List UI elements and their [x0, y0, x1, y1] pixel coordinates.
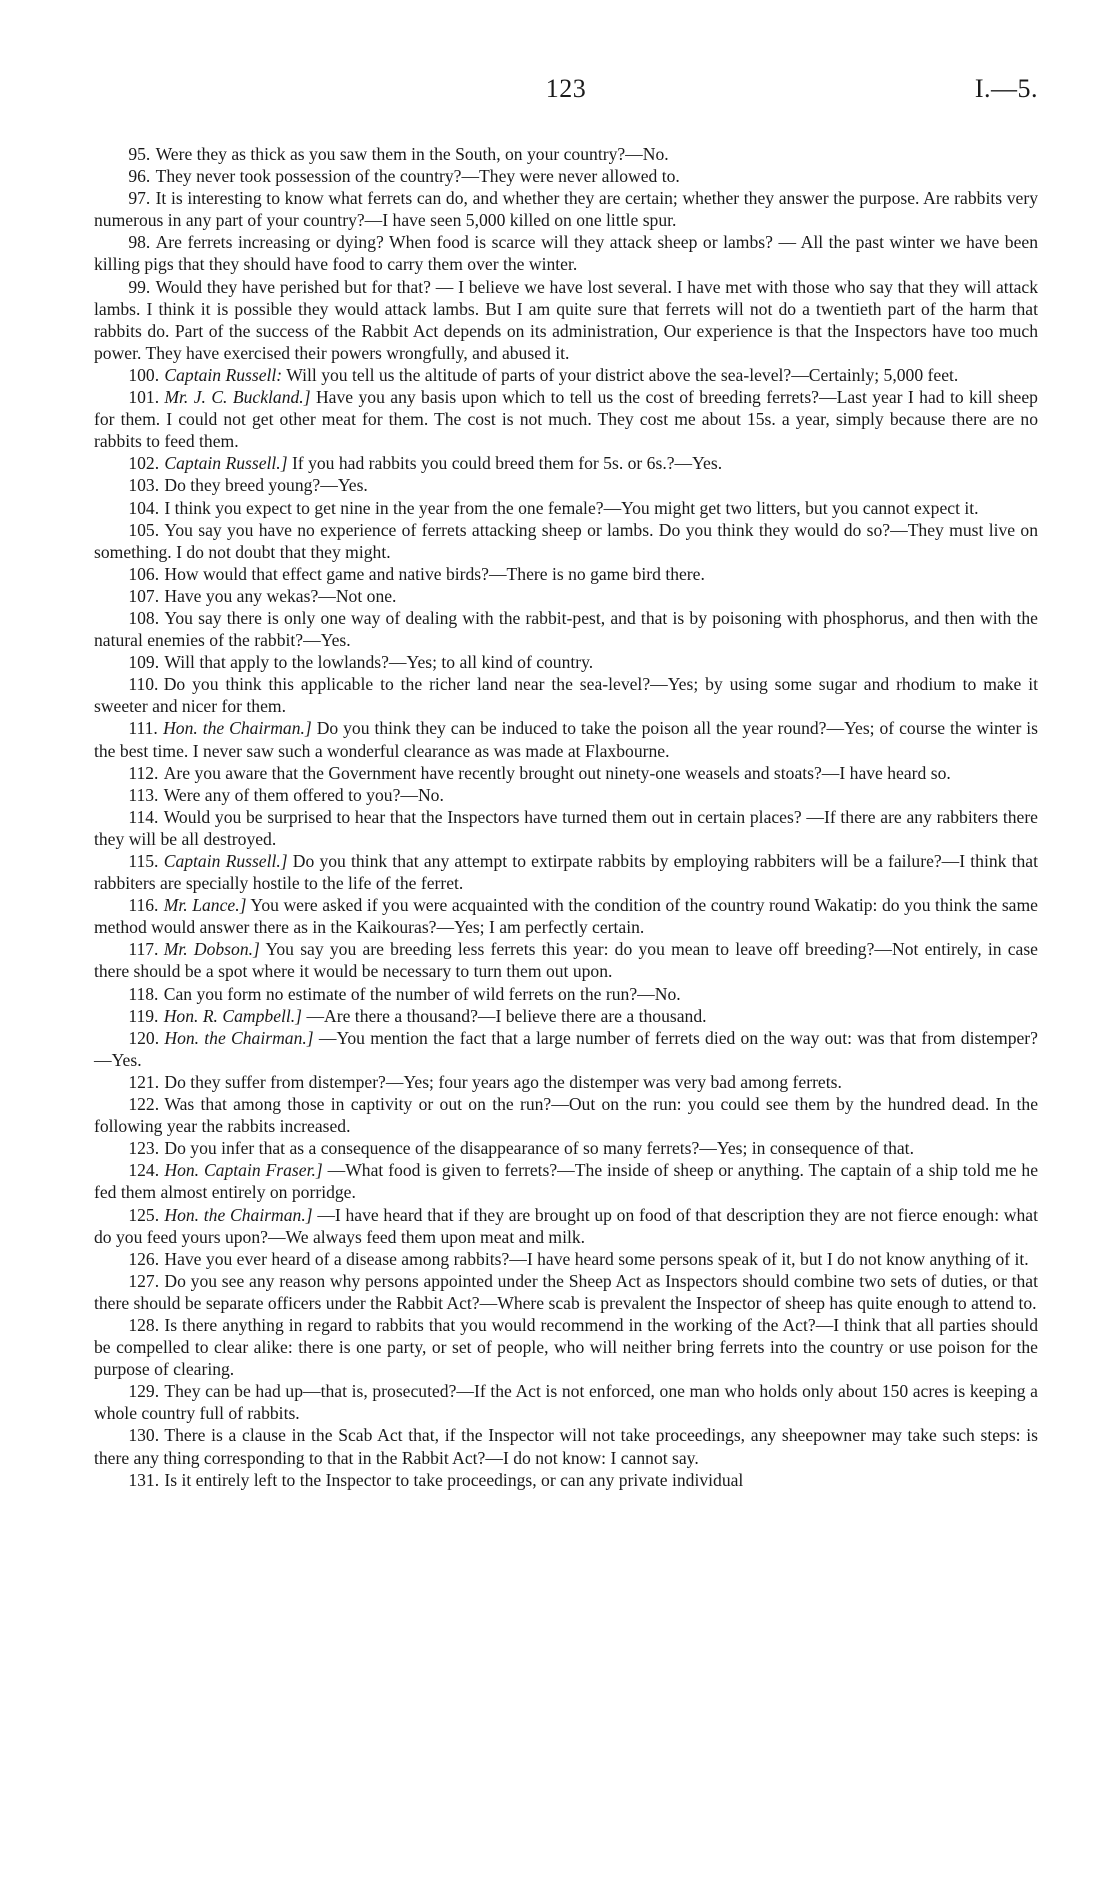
question-number: 109.: [128, 652, 160, 673]
evidence-paragraph: [94, 1314, 1038, 1380]
page-header: [94, 74, 1038, 114]
question-number: 111.: [128, 718, 158, 739]
question-number: 126.: [128, 1248, 160, 1269]
evidence-paragraph: [94, 231, 1038, 275]
evidence-text: [94, 143, 1038, 1491]
question-answer-text: Do you think this applicable to the richer land near the sea-level?—Yes; by using some sugar and rhodium to make it sweeter and nicer for them.: [94, 674, 1038, 717]
speaker-name: Mr. Lance.]: [163, 895, 247, 916]
question-answer-text: Are ferrets increasing or dying? When food is scarce will they attack sheep or lambs? — All the past winter we have been killing pigs that they should have food to carry them over the winter.: [94, 232, 1038, 275]
question-number: 102.: [128, 453, 160, 474]
evidence-paragraph: [94, 1469, 1038, 1491]
question-number: 99.: [128, 276, 151, 297]
speaker-name: Hon. Captain Fraser.]: [164, 1160, 323, 1181]
evidence-paragraph: [94, 1424, 1038, 1468]
evidence-paragraph: [94, 1005, 1038, 1027]
question-number: 97.: [128, 188, 151, 209]
question-number: 105.: [128, 519, 160, 540]
question-number: 95.: [128, 144, 151, 164]
speaker-name: Hon. the Chairman.]: [164, 1204, 313, 1225]
question-answer-text: Do you think that any attempt to extirpate rabbits by employing rabbiters will be a failure?—I think that rabbiters are specially hostile to the life of the ferret.: [94, 851, 1038, 894]
question-answer-text: Is it entirely left to the Inspector to take proceedings, or can any private individual: [164, 1469, 744, 1490]
speaker-name: Hon. the Chairman.]: [163, 718, 312, 739]
question-answer-text: Are you aware that the Government have recently brought out ninety-one weasels and stoats?—I have heard so.: [163, 762, 951, 783]
speaker-name: Mr. Dobson.]: [163, 939, 260, 960]
question-number: 124.: [128, 1160, 160, 1181]
question-answer-text: Were they as thick as you saw them in the South, on your country?—No.: [155, 144, 669, 164]
evidence-paragraph: [94, 673, 1038, 717]
question-answer-text: Have you any basis upon which to tell us the cost of breeding ferrets?—Last year I had to kill sheep for them. I could not get other meat for them. The cost is not much. They cost me about 15s. a year, simply because there are no rabbits to feed them.: [94, 387, 1038, 452]
question-answer-text: Do you see any reason why persons appointed under the Sheep Act as Inspectors should combine two sets of duties, or that there should be separate officers under the Rabbit Act?—Where scab is prevalent the Inspector of sheep has quite enough to attend to.: [94, 1270, 1038, 1313]
evidence-paragraph: [94, 1248, 1038, 1270]
question-answer-text: Will that apply to the lowlands?—Yes; to all kind of country.: [164, 652, 594, 673]
evidence-paragraph: [94, 1270, 1038, 1314]
question-answer-text: You say you are breeding less ferrets this year: do you mean to leave off breeding?—Not entirely, in case there should be a spot where it would be necessary to turn them out upon.: [94, 939, 1038, 982]
evidence-paragraph: [94, 497, 1038, 519]
question-number: 106.: [128, 563, 160, 584]
question-answer-text: Was that among those in captivity or out on the run?—Out on the run: you could see them by the hundred dead. In the following year the rabbits increased.: [94, 1094, 1038, 1137]
question-number: 101.: [128, 387, 160, 408]
evidence-paragraph: [94, 938, 1038, 982]
question-number: 128.: [128, 1314, 160, 1335]
evidence-paragraph: [94, 386, 1038, 452]
question-number: 127.: [128, 1270, 160, 1291]
question-number: 122.: [128, 1094, 160, 1115]
question-number: 96.: [128, 166, 151, 187]
question-number: 130.: [128, 1425, 160, 1446]
question-number: 116.: [128, 895, 159, 916]
question-answer-text: —What food is given to ferrets?—The inside of sheep or anything. The captain of a ship told me he fed them almost entirely on porridge.: [94, 1160, 1038, 1203]
evidence-paragraph: [94, 983, 1038, 1005]
evidence-paragraph: [94, 1093, 1038, 1137]
speaker-name: Captain Russell.]: [163, 851, 288, 871]
question-answer-text: —I have heard that if they are brought up on food of that description they are not fierce enough: what do you feed yours upon?—We always feed them upon meat and milk.: [94, 1204, 1038, 1247]
evidence-paragraph: [94, 452, 1038, 474]
evidence-paragraph: [94, 364, 1038, 386]
evidence-paragraph: [94, 474, 1038, 496]
evidence-paragraph: [94, 1137, 1038, 1159]
evidence-paragraph: [94, 585, 1038, 607]
question-number: 129.: [128, 1381, 160, 1402]
question-number: 115.: [128, 851, 159, 871]
question-number: 100.: [128, 364, 160, 385]
question-answer-text: —You mention the fact that a large number of ferrets died on the way out: was that from distemper?—Yes.: [94, 1027, 1038, 1070]
question-answer-text: Have you ever heard of a disease among rabbits?—I have heard some persons speak of it, but I do not know anything of it.: [164, 1248, 1029, 1269]
speaker-name: Mr. J. C. Buckland.]: [164, 387, 311, 408]
question-answer-text: Do they suffer from distemper?—Yes; four years ago the distemper was very bad among ferrets.: [164, 1071, 842, 1092]
question-answer-text: If you had rabbits you could breed them for 5s. or 6s.?—Yes.: [291, 453, 723, 474]
evidence-paragraph: [94, 1027, 1038, 1071]
question-number: 110.: [128, 674, 159, 695]
question-number: 121.: [128, 1071, 160, 1092]
evidence-paragraph: [94, 850, 1038, 894]
question-number: 113.: [128, 784, 159, 805]
question-number: 120.: [128, 1027, 160, 1048]
evidence-paragraph: [94, 276, 1038, 364]
question-answer-text: Would they have perished but for that? — I believe we have lost several. I have met with those who say that they will attack lambs. I think it is possible they would attack lambs. But I am quite sure that ferrets will not do a twentieth part of the harm that rabbits do. Part of the success of the Rabbit Act depends on its administration, Our experience is that the Inspectors have too much power. They have exercised their powers wrongfully, and abused it.: [94, 276, 1038, 363]
evidence-paragraph: [94, 717, 1038, 761]
question-answer-text: Would you be surprised to hear that the Inspectors have turned them out in certain places? —If there are any rabbiters there they will be all destroyed.: [94, 806, 1038, 849]
question-number: 131.: [128, 1469, 160, 1490]
question-answer-text: They can be had up—that is, prosecuted?—If the Act is not enforced, one man who holds only about 150 acres is keeping a whole country full of rabbits.: [94, 1381, 1038, 1424]
speaker-name: Captain Russell:: [164, 364, 283, 385]
question-answer-text: Do they breed young?—Yes.: [164, 475, 368, 496]
question-answer-text: Do you infer that as a consequence of the disappearance of so many ferrets?—Yes; in consequence of that.: [164, 1138, 914, 1159]
question-answer-text: Will you tell us the altitude of parts of your district above the sea-level?—Certainly; 5,000 feet.: [286, 364, 959, 385]
evidence-paragraph: [94, 1204, 1038, 1248]
question-answer-text: I think you expect to get nine in the year from the one female?—You might get two litters, but you cannot expect it.: [164, 497, 979, 518]
question-number: 123.: [128, 1138, 160, 1159]
evidence-paragraph: [94, 762, 1038, 784]
evidence-paragraph: [94, 563, 1038, 585]
question-number: 114.: [128, 806, 159, 827]
page-number: 123: [545, 74, 587, 103]
question-answer-text: Have you any wekas?—Not one.: [164, 585, 397, 606]
question-answer-text: You were asked if you were acquainted with the condition of the country round Wakatip: do you think the same method would answer there as in the Kaikouras?—Yes; I am perfectly certain.: [94, 895, 1038, 938]
evidence-paragraph: [94, 519, 1038, 563]
speaker-name: Hon. R. Campbell.]: [163, 1005, 303, 1026]
question-answer-text: You say you have no experience of ferrets attacking sheep or lambs. Do you think they would do so?—They must live on something. I do not doubt that they might.: [94, 519, 1038, 562]
evidence-paragraph: [94, 1071, 1038, 1093]
question-number: 104.: [128, 497, 160, 518]
question-number: 98.: [128, 232, 151, 253]
evidence-paragraph: [94, 165, 1038, 187]
question-answer-text: How would that effect game and native birds?—There is no game bird there.: [164, 563, 705, 584]
question-answer-text: You say there is only one way of dealing with the rabbit-pest, and that is by poisoning with phosphorus, and then with the natural enemies of the rabbit?—Yes.: [94, 607, 1038, 651]
question-answer-text: Is there anything in regard to rabbits that you would recommend in the working of the Act?—I think that all parties should be compelled to clear alike: there is one party, or set of people, who will neither bring ferrets into the country or use poison for the purpose of clearing.: [94, 1314, 1038, 1380]
question-number: 119.: [128, 1005, 159, 1026]
question-answer-text: Were any of them offered to you?—No.: [163, 784, 444, 805]
question-number: 112.: [128, 762, 159, 783]
question-answer-text: There is a clause in the Scab Act that, if the Inspector will not take proceedings, any sheepowner may take such steps: is there any thing corresponding to that in the Rabbit Act?—I do not know: I cannot say.: [94, 1425, 1038, 1468]
question-answer-text: Do you think they can be induced to take the poison all the year round?—Yes; of course the winter is the best time. I never saw such a wonderful clearance as was made at Flaxbourne.: [94, 718, 1038, 761]
evidence-paragraph: [94, 784, 1038, 806]
evidence-paragraph: [94, 894, 1038, 938]
question-number: 118.: [128, 983, 159, 1004]
question-answer-text: Can you form no estimate of the number of wild ferrets on the run?—No.: [163, 983, 681, 1004]
question-answer-text: —Are there a thousand?—I believe there are a thousand.: [306, 1005, 707, 1026]
evidence-paragraph: [94, 1159, 1038, 1203]
evidence-paragraph: [94, 143, 1038, 165]
page-reference: I.—5.: [974, 74, 1038, 103]
question-number: 103.: [128, 475, 160, 496]
question-number: 117.: [128, 939, 159, 960]
evidence-paragraph: [94, 651, 1038, 673]
question-number: 108.: [128, 607, 160, 628]
question-answer-text: It is interesting to know what ferrets can do, and whether they are certain; whether they answer the purpose. Are rabbits very numerous in any part of your country?—I have seen 5,000 killed on one little spur.: [94, 188, 1038, 231]
question-answer-text: They never took possession of the country?—They were never allowed to.: [155, 166, 680, 187]
evidence-paragraph: [94, 806, 1038, 850]
question-number: 125.: [128, 1204, 160, 1225]
evidence-paragraph: [94, 607, 1038, 651]
speaker-name: Captain Russell.]: [164, 453, 288, 474]
speaker-name: Hon. the Chairman.]: [164, 1027, 314, 1048]
evidence-paragraph: [94, 187, 1038, 231]
question-number: 107.: [128, 585, 160, 606]
evidence-paragraph: [94, 1380, 1038, 1424]
